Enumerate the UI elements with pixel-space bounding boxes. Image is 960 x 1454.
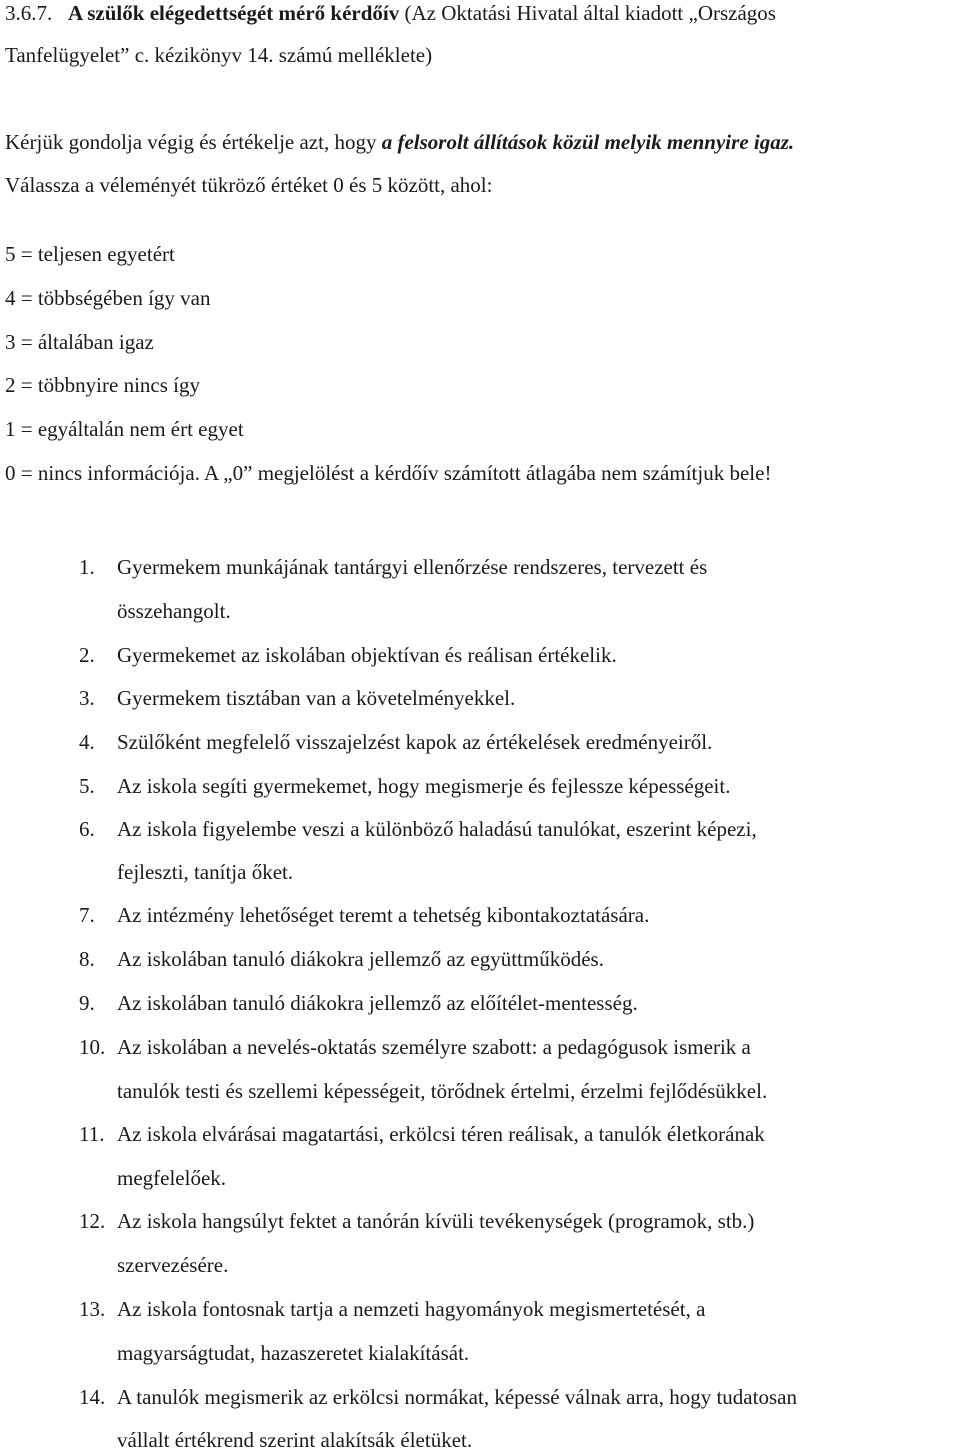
- question-4: 4. Szülőként megfelelő visszajelzést kapok az értékelések eredményeiről.: [79, 730, 713, 754]
- question-1: 1. Gyermekem munkájának tantárgyi ellenőrzése rendszeres, tervezett és: [79, 555, 708, 579]
- question-8: 8. Az iskolában tanuló diákokra jellemző az együttműködés.: [79, 947, 604, 971]
- scale-item-3: 3 = általában igaz: [5, 330, 154, 354]
- question-13: 13. Az iskola fontosnak tartja a nemzeti hagyományok megismertetését, a: [79, 1297, 706, 1321]
- section-heading: [5, 0, 776, 27]
- intro-line2: Válassza a véleményét tükröző értéket 0 és 5 között, ahol:: [5, 173, 493, 197]
- question-10-cont: tanulók testi és szellemi képességeit, törődnek értelmi, érzelmi fejlődésükkel.: [117, 1079, 768, 1103]
- question-2: 2. Gyermekemet az iskolában objektívan és reálisan értékelik.: [79, 643, 617, 667]
- scale-item-0: 0 = nincs információja. A „0” megjelölést a kérdőív számított átlagába nem számítjuk bele!: [5, 461, 772, 485]
- question-14: 14. A tanulók megismerik az erkölcsi normákat, képessé válnak arra, hogy tudatosan: [79, 1385, 797, 1409]
- question-12-cont: szervezésére.: [117, 1253, 229, 1277]
- question-7: 7. Az intézmény lehetőséget teremt a tehetség kibontakoztatására.: [79, 903, 650, 927]
- question-13-cont: magyarságtudat, hazaszeretet kialakítását.: [117, 1341, 470, 1365]
- question-9: 9. Az iskolában tanuló diákokra jellemző az előítélet-mentesség.: [79, 991, 638, 1015]
- question-10: 10. Az iskolában a nevelés-oktatás személyre szabott: a pedagógusok ismerik a: [79, 1035, 751, 1059]
- question-11: 11. Az iskola elvárásai magatartási, erkölcsi téren reálisak, a tanulók életkorának: [79, 1122, 765, 1146]
- section-title: A szülők elégedettségét mérő kérdőív: [68, 1, 400, 25]
- section-number: 3.6.7.: [5, 1, 53, 25]
- question-3: 3. Gyermekem tisztában van a követelményekkel.: [79, 686, 516, 710]
- scale-item-5: 5 = teljesen egyetért: [5, 242, 175, 266]
- intro-emphasis: a felsorolt állítások közül melyik mennyire igaz.: [381, 130, 795, 154]
- question-6: 6. Az iskola figyelembe veszi a különböző haladású tanulókat, eszerint képezi,: [79, 817, 757, 841]
- question-14-cont: vállalt értékrend szerint alakítsák életüket.: [117, 1428, 473, 1452]
- scale-item-4: 4 = többségében így van: [5, 286, 211, 310]
- question-1-cont: összehangolt.: [117, 599, 231, 623]
- question-11-cont: megfelelőek.: [117, 1166, 227, 1190]
- intro-text: Kérjük gondolja végig és értékelje azt, hogy: [5, 130, 382, 154]
- question-5: 5. Az iskola segíti gyermekemet, hogy megismerje és fejlessze képességeit.: [79, 774, 731, 798]
- section-source-line2: Tanfelügyelet” c. kézikönyv 14. számú melléklete): [5, 43, 433, 67]
- section-source-line1: (Az Oktatási Hivatal által kiadott „Országos: [404, 1, 776, 25]
- intro-line1: [5, 128, 794, 156]
- scale-item-2: 2 = többnyire nincs így: [5, 373, 200, 397]
- question-12: 12. Az iskola hangsúlyt fektet a tanórán kívüli tevékenységek (programok, stb.): [79, 1209, 755, 1233]
- scale-item-1: 1 = egyáltalán nem ért egyet: [5, 417, 244, 441]
- question-6-cont: fejleszti, tanítja őket.: [117, 860, 294, 884]
